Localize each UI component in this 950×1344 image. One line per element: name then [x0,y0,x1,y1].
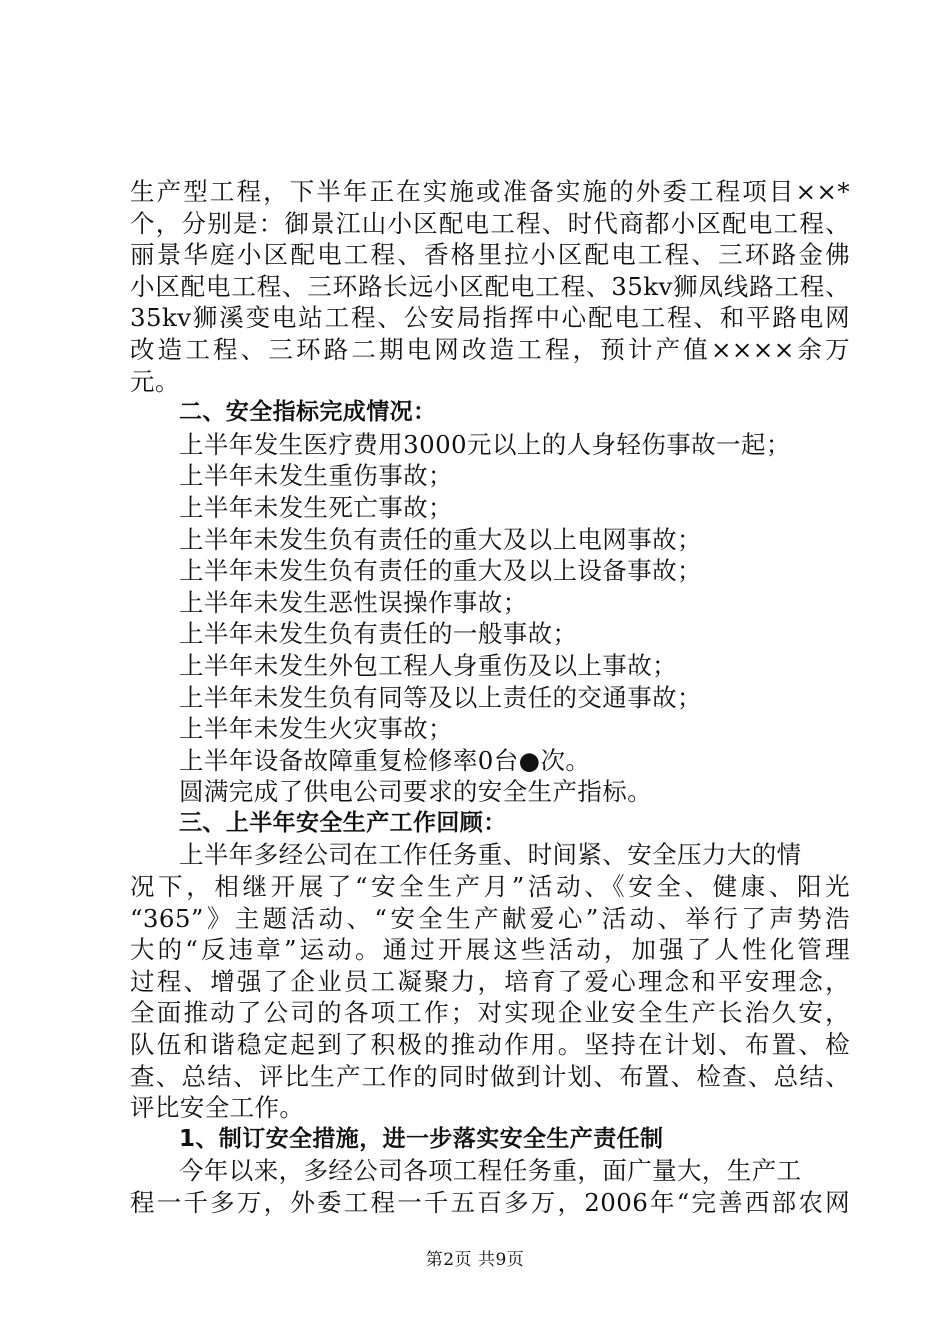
text-line: 元。 [130,366,180,396]
safety-item: 上半年未发生死亡事故； [179,492,453,522]
text-line: 况下，相继开展了“安全生产月”活动、《安全、健康、阳光 [130,872,850,902]
section-heading-review: 三、上半年安全生产工作回顾： [179,809,507,836]
safety-item: 上半年未发生外包工程人身重伤及以上事故； [179,650,677,680]
page-number-footer: 第2页 共9页 [425,1250,525,1270]
safety-item: 上半年未发生负有责任的重大及以上设备事故； [179,556,702,586]
safety-item: 上半年未发生负有责任的重大及以上电网事故； [179,524,702,554]
text-line: 评比安全工作。 [130,1093,305,1123]
text-line: 改造工程、三环路二期电网改造工程，预计产值××××余万 [130,334,850,364]
safety-item: 上半年未发生负有同等及以上责任的交通事故； [179,682,702,712]
text-line: 查、总结、评比生产工作的同时做到计划、布置、检查、总结、 [130,1061,850,1091]
text-line: 大的“反违章”运动。通过开展这些活动，加强了人性化管理 [130,935,850,965]
text-line: “365”》主题活动、“安全生产献爱心”活动、举行了声势浩 [130,903,850,933]
text-line: 队伍和谐稳定起到了积极的推动作用。坚持在计划、布置、检 [130,1030,850,1060]
text-line: 过程、增强了企业员工凝聚力，培育了爱心理念和平安理念， [130,966,850,996]
text-line: 程一千多万，外委工程一千五百多万，2006年“完善西部农网 [130,1188,850,1217]
section-heading-safety-indicators: 二、安全指标完成情况： [179,399,437,426]
safety-item: 上半年发生医疗费用3000元以上的人身轻伤事故一起； [179,429,791,459]
text-line: 丽景华庭小区配电工程、香格里拉小区配电工程、三环路金佛 [130,240,850,270]
safety-item: 上半年未发生负有责任的一般事故； [179,619,578,649]
text-line: 生产型工程，下半年正在实施或准备实施的外委工程项目××* [130,177,850,206]
safety-item: 上半年未发生恶性误操作事故； [179,587,528,617]
text-line: 全面推动了公司的各项工作；对实现企业安全生产长治久安， [130,998,850,1028]
safety-item: 上半年设备故障重复检修率0台●次。 [179,745,591,775]
text-line: 小区配电工程、三环路长远小区配电工程、35kv狮凤线路工程、 [130,271,850,301]
text-line: 今年以来，多经公司各项工程任务重，面广量大，生产工 [179,1156,802,1186]
safety-item: 上半年未发生火灾事故； [179,714,453,744]
text-line: 上半年多经公司在工作任务重、时间紧、安全压力大的情 [179,840,802,870]
safety-summary: 圆满完成了供电公司要求的安全生产指标。 [179,777,653,807]
text-line: 35kv狮溪变电站工程、公安局指挥中心配电工程、和平路电网 [130,303,850,333]
safety-item: 上半年未发生重伤事故； [179,461,453,491]
subheading-safety-measures: 1、制订安全措施，进一步落实安全生产责任制 [179,1125,664,1152]
text-line: 个，分别是：御景江山小区配电工程、时代商都小区配电工程、 [130,208,850,238]
document-body [130,176,850,1219]
